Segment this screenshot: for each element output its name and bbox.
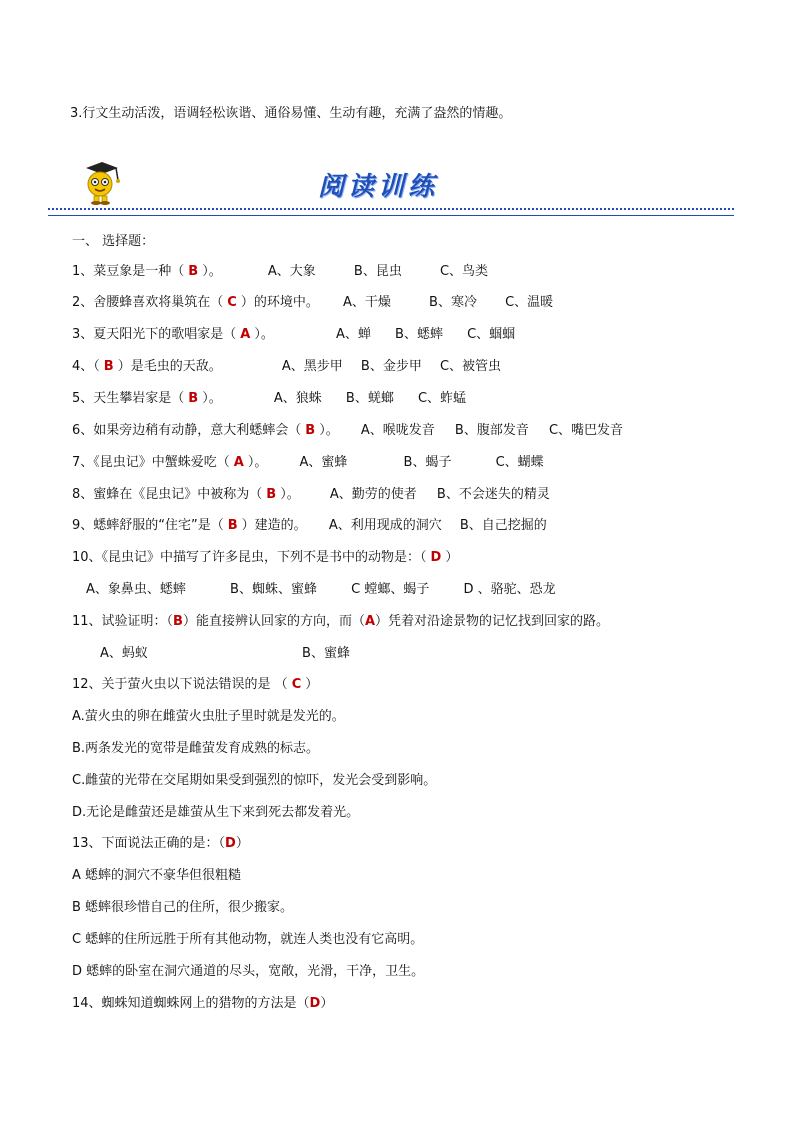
q1-stem-end: ）。 — [202, 264, 222, 279]
q6-option-c: C、嘴巴发音 — [548, 423, 624, 438]
q4-option-b: B、金步甲 — [360, 359, 422, 374]
q11-stem-mid: ）能直接辨认回家的方向，而（ — [182, 614, 365, 629]
q11-answer-1: B — [173, 614, 183, 629]
q12-option-b: B.两条发光的宽带是雌萤发育成熟的标志。 — [72, 741, 320, 756]
q8-option-b: B、不会迷失的精灵 — [436, 487, 550, 502]
q10-answer: D — [430, 550, 442, 565]
q6-stem-end: ）。 — [319, 423, 339, 438]
q13-option-b: B 蟋蟀很珍惜自己的住所，很少搬家。 — [72, 900, 294, 915]
q13-answer: D — [225, 836, 236, 851]
q2-option-b: B、寒冷 — [429, 295, 477, 310]
q5-option-c: C、蚱蜢 — [417, 391, 467, 406]
question-10 — [72, 548, 458, 568]
q2-stem-end: ）的环境中。 — [240, 295, 319, 310]
q2-stem: 2、舍腰蜂喜欢将巢筑在（ — [72, 295, 224, 310]
q3-answer: A — [240, 327, 251, 342]
scholar-mascot-icon — [76, 158, 124, 206]
q12-stem: 12、关于萤火虫以下说法错误的是 （ — [72, 677, 288, 692]
q7-option-b: B、蝎子 — [403, 455, 452, 470]
q5-stem: 5、天生攀岩家是（ — [72, 391, 185, 406]
q7-option-c: C、蝴蝶 — [495, 455, 544, 470]
section-banner — [48, 158, 734, 220]
q1-option-b: B、昆虫 — [353, 264, 402, 279]
q4-answer: B — [103, 359, 114, 374]
q3-option-a: A、蝉 — [336, 327, 371, 342]
q14-answer: D — [309, 996, 321, 1011]
q12-answer: C — [291, 677, 302, 692]
question-8 — [72, 485, 550, 505]
question-1 — [72, 262, 488, 282]
q13-stem-end: ） — [235, 836, 249, 851]
question-6 — [72, 421, 623, 441]
q13-option-a: A 蟋蟀的洞穴不豪华但很粗糙 — [72, 868, 242, 883]
question-10-options — [86, 580, 556, 600]
q10-stem-end: ） — [445, 550, 459, 565]
section-heading: 一、 选择题： — [72, 234, 155, 249]
q5-option-a: A、狼蛛 — [273, 391, 322, 406]
solid-rule — [48, 215, 734, 216]
q10-stem: 10、《昆虫记》中描写了许多昆虫，下列不是书中的动物是：（ — [72, 550, 427, 565]
q4-option-a: A、黑步甲 — [281, 359, 343, 374]
q9-option-b: B、自己挖掘的 — [459, 518, 547, 533]
q5-answer: B — [188, 391, 199, 406]
q12-option-c: C.雌萤的光带在交尾期如果受到强烈的惊吓，发光会受到影响。 — [72, 773, 437, 788]
q7-answer: A — [233, 455, 244, 470]
q9-answer: B — [227, 518, 238, 533]
q5-stem-end: ）。 — [202, 391, 222, 406]
q3-stem: 3、夏天阳光下的歌唱家是（ — [72, 327, 237, 342]
q6-option-b: B、腹部发音 — [454, 423, 529, 438]
q3-option-c: C、蝈蝈 — [467, 327, 516, 342]
question-9 — [72, 516, 547, 536]
q4-option-c: C、被管虫 — [439, 359, 502, 374]
q11-stem: 11、试验证明：（ — [72, 614, 174, 629]
q8-stem-end: ）。 — [280, 487, 300, 502]
question-2 — [72, 293, 553, 313]
question-12 — [72, 675, 318, 695]
q7-option-a: A、蜜蜂 — [299, 455, 348, 470]
q13-option-d: D 蟋蟀的卧室在洞穴通道的尽头，宽敞，光滑，干净，卫生。 — [72, 964, 425, 979]
q10-option-b: B、蜘蛛、蜜蜂 — [230, 582, 317, 597]
banner-title: 阅读训练 — [318, 172, 439, 202]
q12-option-d: D.无论是雌萤还是雄萤从生下来到死去都发着光。 — [72, 805, 360, 820]
q10-option-a: A、象鼻虫、蟋蟀 — [86, 582, 186, 597]
q8-option-a: A、勤劳的使者 — [329, 487, 417, 502]
q13-stem: 13、下面说法正确的是：（ — [72, 836, 226, 851]
q14-stem: 14、蜘蛛知道蜘蛛网上的猎物的方法是（ — [72, 996, 310, 1011]
q11-stem-end: ）凭着对沿途景物的记忆找到回家的路。 — [375, 614, 610, 629]
question-11 — [72, 612, 609, 632]
q11-option-b: B、蜜蜂 — [302, 646, 350, 661]
question-11-options — [100, 644, 350, 664]
q9-stem: 9、蟋蟀舒服的“住宅”是（ — [72, 518, 224, 533]
q6-stem: 6、如果旁边稍有动静，意大利蟋蟀会（ — [72, 423, 302, 438]
q11-option-a: A、蚂蚁 — [100, 646, 148, 661]
q1-option-a: A、大象 — [267, 264, 316, 279]
q2-answer: C — [227, 295, 237, 310]
q4-stem: 4、（ — [72, 359, 100, 374]
question-4 — [72, 357, 501, 377]
q5-option-b: B、蜣螂 — [345, 391, 394, 406]
q9-stem-end: ）建造的。 — [241, 518, 307, 533]
q2-option-a: A、干燥 — [342, 295, 391, 310]
q1-stem: 1、菜豆象是一种（ — [72, 264, 185, 279]
q3-option-b: B、蟋蟀 — [395, 327, 443, 342]
q7-stem: 7、《昆虫记》中蟹蛛爱吃（ — [72, 455, 230, 470]
q8-stem: 8、蜜蜂在《昆虫记》中被称为（ — [72, 487, 263, 502]
intro-paragraph: 3.行文生动活泼，语调轻松诙谐、通俗易懂、生动有趣，充满了盎然的情趣。 — [70, 106, 512, 121]
q14-stem-end: ） — [320, 996, 334, 1011]
q9-option-a: A、利用现成的洞穴 — [328, 518, 442, 533]
q7-stem-end: ）。 — [247, 455, 268, 470]
q11-answer-2: A — [364, 614, 376, 629]
q12-stem-end: ） — [305, 677, 319, 692]
q3-stem-end: ）。 — [254, 327, 274, 342]
question-14 — [72, 994, 333, 1014]
q10-option-c: C 螳螂、蝎子 — [351, 582, 430, 597]
q12-option-a: A.萤火虫的卵在雌萤火虫肚子里时就是发光的。 — [72, 709, 345, 724]
q2-option-c: C、温暖 — [505, 295, 554, 310]
q4-stem-end: ）是毛虫的天敌。 — [117, 359, 222, 374]
q13-option-c: C 蟋蟀的住所远胜于所有其他动物，就连人类也没有它高明。 — [72, 932, 424, 947]
question-7 — [72, 453, 544, 473]
dotted-rule — [48, 208, 734, 210]
q10-option-d: D 、骆驼、恐龙 — [463, 582, 556, 597]
q1-answer: B — [188, 264, 199, 279]
q1-option-c: C、鸟类 — [439, 264, 489, 279]
question-3 — [72, 325, 515, 345]
q6-option-a: A、喉咙发音 — [360, 423, 435, 438]
q6-answer: B — [305, 423, 316, 438]
q8-answer: B — [266, 487, 277, 502]
question-13 — [72, 834, 249, 854]
question-5 — [72, 389, 466, 409]
